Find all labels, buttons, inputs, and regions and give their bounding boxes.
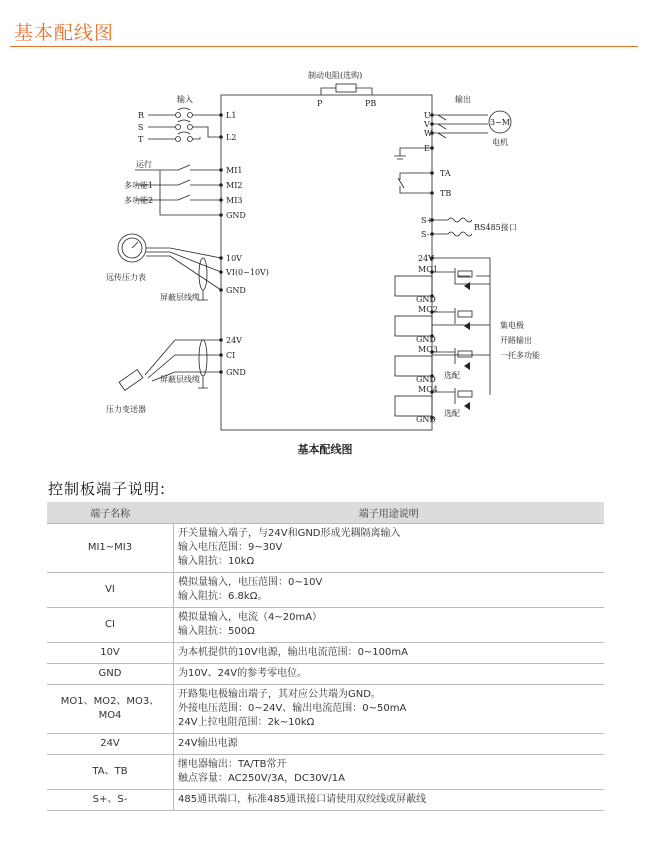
label-gnd-mo4: GND [416,415,436,424]
desc-line: 继电器输出：TA/TB常开 [178,759,287,770]
terminal-name: MI1~MI3 [47,524,174,573]
table-row [47,524,604,573]
table-row [47,685,604,734]
desc-line: 485通讯端口，标准485通讯接口请使用双绞线或屏蔽线 [178,794,427,805]
label-vi: VI(0~10V) [226,268,269,277]
label-gnd-mi: GND [226,211,246,220]
terminal-desc [174,524,605,573]
label-optional-1: 选配 [444,371,460,380]
label-gnd-mo3: GND [416,375,436,384]
terminal-desc [174,643,605,664]
terminal-desc [174,664,605,685]
desc-line: 输入阻抗：10kΩ [178,556,255,567]
label-mo2: MO2 [418,305,438,314]
label-optional-2: 选配 [444,409,460,418]
label-v: V [424,120,430,129]
desc-line: 触点容量：AC250V/3A，DC30V/1A [178,773,345,784]
label-motor-symbol: 3~M [490,118,510,127]
page-title: 基本配线图 [14,22,115,44]
table-header-row [47,502,604,524]
label-ta: TA [440,169,451,178]
terminal-desc [174,734,605,755]
label-10v: 10V [226,254,242,263]
terminal-name: GND [47,664,174,685]
label-motor: 电机 [492,138,508,147]
label-mi1: MI1 [226,166,243,175]
label-s-minus: S- [421,230,430,239]
terminal-name: 10V [47,643,174,664]
label-gnd-mo2: GND [416,335,436,344]
label-transmitter: 压力变送器 [106,405,146,414]
transmitter-icon [119,370,143,391]
section-title: 控制板端子说明: [48,480,167,498]
label-brake: 制动电阻(选购) [308,71,363,80]
label-pb: PB [365,99,377,108]
label-e: E [424,144,430,153]
terminal-desc [174,685,605,734]
terminal-desc [174,608,605,643]
terminal-name: MO1、MO2、MO3、MO4 [47,685,174,734]
label-u: U [424,111,431,120]
label-p: P [317,99,323,108]
desc-line: 输入阻抗：6.8kΩ。 [178,591,268,602]
label-run: 运行 [136,160,152,169]
label-gnd-mo1: GND [416,295,436,304]
terminal-name: TA、TB [47,755,174,790]
terminal-desc [174,573,605,608]
label-mo3: MO3 [418,345,438,354]
label-output: 输出 [455,95,471,104]
label-r: R [138,111,145,120]
label-gnd-vi: GND [226,286,246,295]
label-collector: 集电极 [500,321,524,330]
label-open-out: 开路输出 [500,336,532,345]
table-row [47,734,604,755]
label-mi2: MI2 [226,181,243,190]
table-row [47,608,604,643]
desc-line: 输入阻抗：500Ω [178,626,255,637]
desc-line: 外接电压范围：0~24V、输出电流范围：0~50mA [178,703,407,714]
label-mi3: MI3 [226,196,243,205]
label-l1: L1 [226,111,237,120]
label-gnd-ci: GND [226,368,246,377]
label-24v-right: 24V [418,254,434,263]
label-24v-left: 24V [226,336,242,345]
terminal-desc [174,755,605,790]
label-multi1: 多功能1 [124,181,154,190]
desc-line: 24V上拉电阻范围：2k~10kΩ [178,717,315,728]
label-t: T [138,135,144,144]
label-mo4: MO4 [418,385,438,394]
desc-line: 24V输出电源 [178,738,238,749]
table-row [47,790,604,811]
terminal-desc [174,790,605,811]
terminal-name: 24V [47,734,174,755]
terminal-name: S+、S- [47,790,174,811]
terminal-name: CI [47,608,174,643]
label-shield-2: 屏蔽层线缆 [160,375,200,384]
label-one-to-many: 一托多功能 [500,351,540,360]
table-row [47,755,604,790]
title-divider [10,46,638,47]
column-header: 端子名称 [47,502,174,524]
label-rs485: RS485接口 [474,223,517,232]
label-s-plus: S+ [421,216,434,225]
wiring-diagram [0,60,650,440]
label-s: S [138,123,144,132]
label-w: W [424,129,433,138]
desc-line: 模拟量输入，电流（4~20mA） [178,612,323,623]
table-row [47,664,604,685]
label-input: 输入 [177,95,193,104]
brake-resistor-icon [336,84,356,92]
label-ci: CI [226,351,236,360]
desc-line: 模拟量输入，电压范围：0~10V [178,577,323,588]
desc-line: 输入电压范围：9~30V [178,542,283,553]
diagram-caption: 基本配线图 [297,443,353,456]
table-row [47,573,604,608]
desc-line: 开关量输入端子，与24V和GND形成光耦隔离输入 [178,528,401,539]
label-shield-1: 屏蔽层线缆 [160,293,200,302]
label-remote-gauge: 远传压力表 [106,273,146,282]
desc-line: 为10V、24V的参考零电位。 [178,668,308,679]
terminal-name: VI [47,573,174,608]
label-l2: L2 [226,133,237,142]
table-row [47,643,604,664]
desc-line: 为本机提供的10V电源，输出电流范围：0~100mA [178,647,408,658]
label-tb: TB [440,189,452,198]
terminal-table [47,502,604,811]
label-mo1: MO1 [418,265,438,274]
desc-line: 开路集电极输出端子，其对应公共端为GND。 [178,689,381,700]
label-multi2: 多功能2 [124,196,154,205]
column-header: 端子用途说明 [174,502,605,524]
drive-box [221,95,432,430]
